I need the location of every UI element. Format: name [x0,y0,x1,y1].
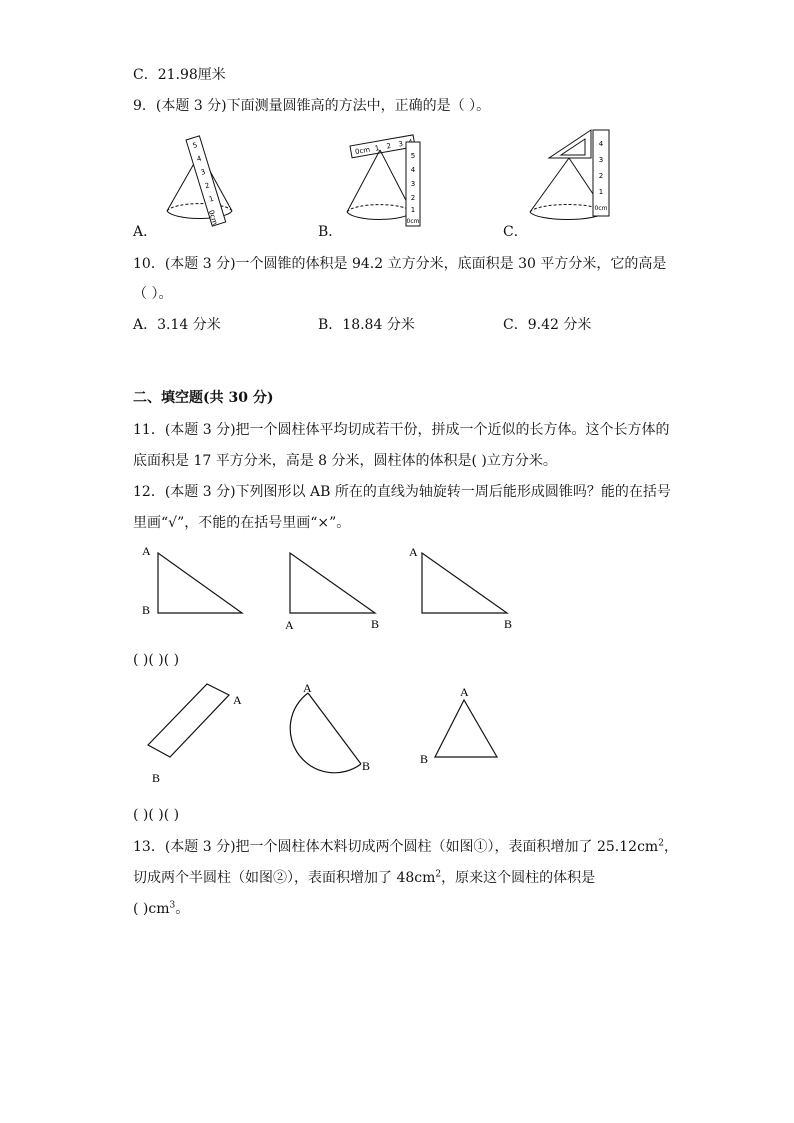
semicircle-point-b: B [362,759,371,773]
svg-text:1: 1 [374,144,380,153]
triangle-3-point-a: A [409,545,418,559]
q10-option-c: C．9.42 分米 [503,317,592,333]
isosceles-point-b: B [420,752,429,766]
q9-figure-b [340,128,440,233]
svg-text:0cm: 0cm [206,209,219,226]
svg-text:5: 5 [191,141,199,151]
cone-b [347,150,412,219]
rectangle-point-b: B [152,771,161,785]
svg-text:0cm: 0cm [594,205,608,212]
ruler-c-vertical [593,130,609,216]
triangle-1 [158,553,242,613]
q12-line2: 里画“√”，不能的在括号里画“×”。 [133,515,351,531]
q13-line1: 13．(本题 3 分)把一个圆柱体木料切成两个圆柱（如图①），表面积增加了 $25.12cm^2$， [133,838,678,855]
semicircle-shape [290,693,361,773]
q11-line1: 11．(本题 3 分)把一个圆柱体平均切成若干份，拼成一个近似的长方体。这个长方体的 [133,422,670,438]
q10-stem-line1: 10．(本题 3 分)一个圆锥的体积是 94.2 立方分米，底面积是 30 平方分米，它的高是 [133,256,667,272]
ruler-b-vertical [406,142,420,226]
svg-text:3: 3 [397,139,404,149]
q12-answer-row1: ( )( )( ) [133,652,180,668]
svg-text:2: 2 [385,141,392,151]
q13-line2: 切成两个半圆柱（如图②），表面积增加了 $48cm^2$，原来这个圆柱的体积是 [133,869,596,886]
svg-text:0cm: 0cm [406,218,420,225]
svg-text:4: 4 [195,154,203,164]
q9-label-a: A． [133,224,158,240]
triangle-3 [422,553,507,613]
svg-text:2: 2 [410,194,416,202]
svg-text:1: 1 [410,206,416,214]
isosceles-triangle [435,700,497,757]
svg-text:2: 2 [598,172,604,180]
svg-text:4: 4 [598,140,604,148]
q12-line1: 12．(本题 3 分)下列图形以 AB 所在的直线为轴旋转一周后能形成圆锥吗？能的在括号 [133,484,671,500]
semicircle-point-a: A [303,681,312,695]
q9-figure-c [525,126,615,233]
q8-option-c: C．21.98厘米 [133,67,226,83]
svg-text:4: 4 [410,166,416,174]
q12-row1-figures [135,540,535,635]
isosceles-point-a: A [460,685,469,699]
q9-stem: 9．(本题 3 分)下面测量圆锥高的方法中，正确的是（ ）。 [133,98,491,114]
triangle-2 [290,553,375,613]
q11-line2: 底面积是 17 平方分米，高是 8 分米，圆柱体的体积是( )立方分米。 [133,453,557,469]
triangle-3-point-b: B [504,617,513,631]
q12-answer-row2: ( )( )( ) [133,807,180,823]
svg-text:1: 1 [598,188,604,196]
q9-figure-a [160,133,260,233]
set-square-c [549,130,591,158]
svg-text:1: 1 [208,194,215,204]
svg-text:0cm: 0cm [354,145,371,157]
svg-text:5: 5 [410,152,416,160]
ruler-a [185,136,226,226]
q13-line3: ( )$cm^3$。 [133,900,190,917]
section-title: 二、填空题(共 30 分) [133,390,274,406]
q9-label-b: B． [318,224,343,240]
triangle-2-point-b: B [371,617,380,631]
svg-text:3: 3 [410,180,416,188]
q12-row2-figures [135,678,535,790]
triangle-2-point-a: A [285,618,294,632]
q9-label-c: C． [503,224,528,240]
q10-stem-line2: （ ）。 [133,286,173,302]
q10-option-a: A．3.14 分米 [133,317,221,333]
triangle-1-point-a: A [142,544,151,558]
svg-text:3: 3 [199,167,207,177]
svg-text:3: 3 [598,156,604,164]
rectangle-point-a: A [233,693,242,707]
svg-text:2: 2 [204,181,211,191]
rectangle-shape [148,684,229,757]
triangle-1-point-b: B [142,603,151,617]
q10-option-b: B．18.84 分米 [318,317,415,333]
